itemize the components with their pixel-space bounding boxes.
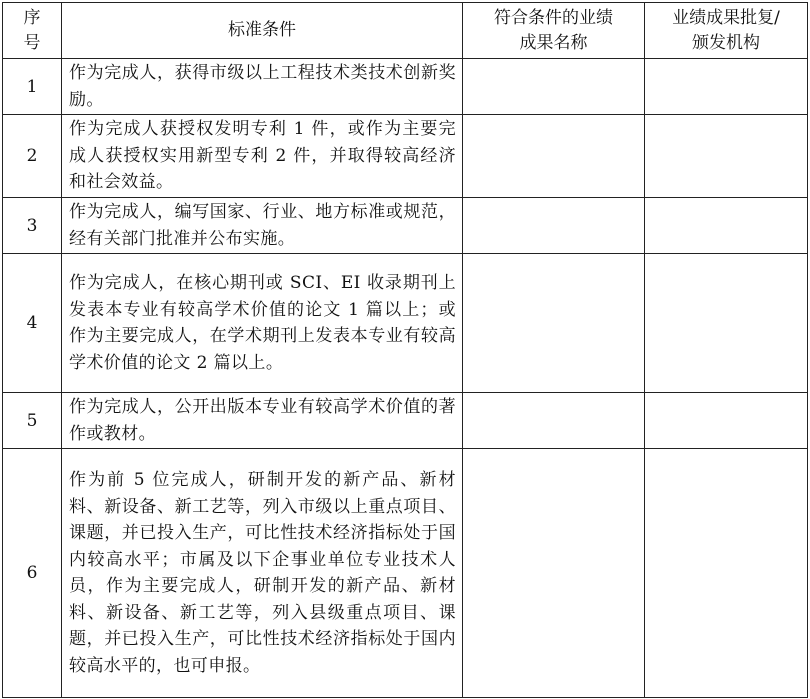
row-index: 3 bbox=[3, 198, 62, 254]
row-achievement-cell[interactable] bbox=[463, 449, 645, 698]
row-approval-cell[interactable] bbox=[645, 393, 808, 449]
row-approval-cell[interactable] bbox=[645, 198, 808, 254]
row-achievement-cell[interactable] bbox=[463, 59, 645, 115]
table-row bbox=[3, 59, 808, 115]
row-criteria: 作为前 5 位完成人，研制开发的新产品、新材料、新设备、新工艺等，列入市级以上重点项目、课题，并已投入生产，可比性技术经济指标处于国内较高水平；市属及以下企事业单位专业技术人员，作为主要完成人，研制开发的新产品、新材料、新设备、新工艺等，列入县级重点项目、课题，并已投入生产，可比性技术经济指标处于国内较高水平的，也可申报。 bbox=[62, 449, 463, 698]
row-index: 1 bbox=[3, 59, 62, 115]
row-index: 5 bbox=[3, 393, 62, 449]
row-criteria: 作为完成人，公开出版本专业有较高学术价值的著作或教材。 bbox=[62, 393, 463, 449]
row-criteria: 作为完成人，编写国家、行业、地方标准或规范，经有关部门批准并公布实施。 bbox=[62, 198, 463, 254]
row-approval-cell[interactable] bbox=[645, 59, 808, 115]
table-row bbox=[3, 115, 808, 198]
row-approval-cell[interactable] bbox=[645, 115, 808, 198]
table-row bbox=[3, 198, 808, 254]
header-achievement-label: 符合条件的业绩 成果名称 bbox=[494, 7, 613, 53]
row-index: 6 bbox=[3, 449, 62, 698]
row-achievement-cell[interactable] bbox=[463, 115, 645, 198]
criteria-table bbox=[2, 2, 808, 698]
table-row bbox=[3, 254, 808, 393]
table-header-row bbox=[3, 3, 808, 59]
header-approval bbox=[645, 3, 808, 59]
header-achievement bbox=[463, 3, 645, 59]
table-row bbox=[3, 393, 808, 449]
table-row bbox=[3, 449, 808, 698]
row-achievement-cell[interactable] bbox=[463, 198, 645, 254]
row-index: 4 bbox=[3, 254, 62, 393]
row-approval-cell[interactable] bbox=[645, 254, 808, 393]
header-approval-label: 业绩成果批复/ 颁发机构 bbox=[672, 7, 780, 53]
header-index-label: 序 号 bbox=[23, 7, 41, 53]
row-criteria: 作为完成人，获得市级以上工程技术类技术创新奖励。 bbox=[62, 59, 463, 115]
row-achievement-cell[interactable] bbox=[463, 254, 645, 393]
header-criteria-label: 标准条件 bbox=[228, 20, 296, 40]
row-achievement-cell[interactable] bbox=[463, 393, 645, 449]
row-approval-cell[interactable] bbox=[645, 449, 808, 698]
header-criteria bbox=[62, 3, 463, 59]
row-index: 2 bbox=[3, 115, 62, 198]
row-criteria: 作为完成人，在核心期刊或 SCI、EI 收录期刊上发表本专业有较高学术价值的论文 1 篇以上；或作为主要完成人，在学术期刊上发表本专业有较高学术价值的论文 2 篇以上。 bbox=[62, 254, 463, 393]
row-criteria: 作为完成人获授权发明专利 1 件，或作为主要完成人获授权实用新型专利 2 件，并取得较高经济和社会效益。 bbox=[62, 115, 463, 198]
header-index bbox=[3, 3, 62, 59]
